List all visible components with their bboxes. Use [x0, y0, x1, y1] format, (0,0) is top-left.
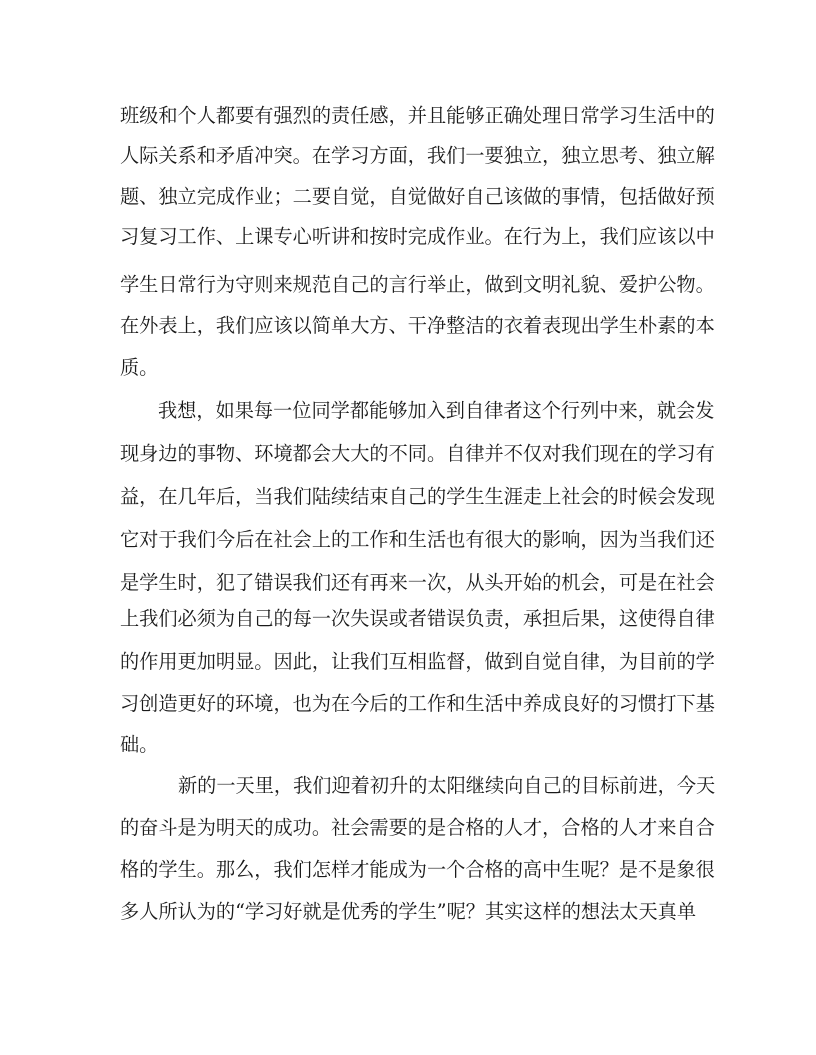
paragraph-2-line-9: 础。 — [120, 733, 159, 756]
paragraph-1-line-1: 班级和个人都要有强烈的责任感，并且能够正确处理日常学习生活中的 — [120, 104, 715, 127]
paragraph-2-line-5: 是学生时，犯了错误我们还有再来一次，从头开始的机会，可是在社会 — [120, 571, 715, 594]
paragraph-2-line-6: 上我们必须为自己的每一次失误或者错误负责，承担后果，这使得自律 — [120, 607, 715, 630]
paragraph-3-line-1: 新的一天里，我们迎着初升的太阳继续向自己的目标前进，今天 — [178, 774, 716, 797]
paragraph-1-line-5: 学生日常行为守则来规范自己的言行举止，做到文明礼貌、爱护公物。 — [120, 273, 715, 296]
paragraph-1-line-7: 质。 — [120, 356, 159, 379]
paragraph-2-line-7: 的作用更加明显。因此，让我们互相监督，做到自觉自律，为目前的学 — [120, 650, 715, 673]
paragraph-3-line-2: 的奋斗是为明天的成功。社会需要的是合格的人才，合格的人才来自合 — [120, 816, 715, 839]
paragraph-1-line-2: 人际关系和矛盾冲突。在学习方面，我们一要独立，独立思考、独立解 — [120, 144, 715, 167]
paragraph-3-line-4: 多人所认为的“学习好就是优秀的学生”呢？其实这样的想法太天真单 — [120, 900, 697, 923]
paragraph-3-line-3: 格的学生。那么，我们怎样才能成为一个合格的高中生呢？是不是象很 — [120, 858, 715, 881]
paragraph-2-line-3: 益，在几年后，当我们陆续结束自己的学生生涯走上社会的时候会发现 — [120, 485, 715, 508]
paragraph-2-line-8: 习创造更好的环境，也为在今后的工作和生活中养成良好的习惯打下基 — [120, 692, 715, 715]
paragraph-2-line-4: 它对于我们今后在社会上的工作和生活也有很大的影响，因为当我们还 — [120, 528, 715, 551]
paragraph-1-line-6: 在外表上，我们应该以简单大方、干净整洁的衣着表现出学生朴素的本 — [120, 314, 715, 337]
paragraph-2-line-1: 我想，如果每一位同学都能够加入到自律者这个行列中来，就会发 — [158, 399, 715, 422]
paragraph-2-line-2: 现身边的事物、环境都会大大的不同。自律并不仅对我们现在的学习有 — [120, 442, 715, 465]
paragraph-1-line-4: 习复习工作、上课专心听讲和按时完成作业。在行为上，我们应该以中 — [120, 225, 715, 248]
paragraph-1-line-3: 题、独立完成作业；二要自觉，自觉做好自己该做的事情，包括做好预 — [120, 185, 715, 208]
